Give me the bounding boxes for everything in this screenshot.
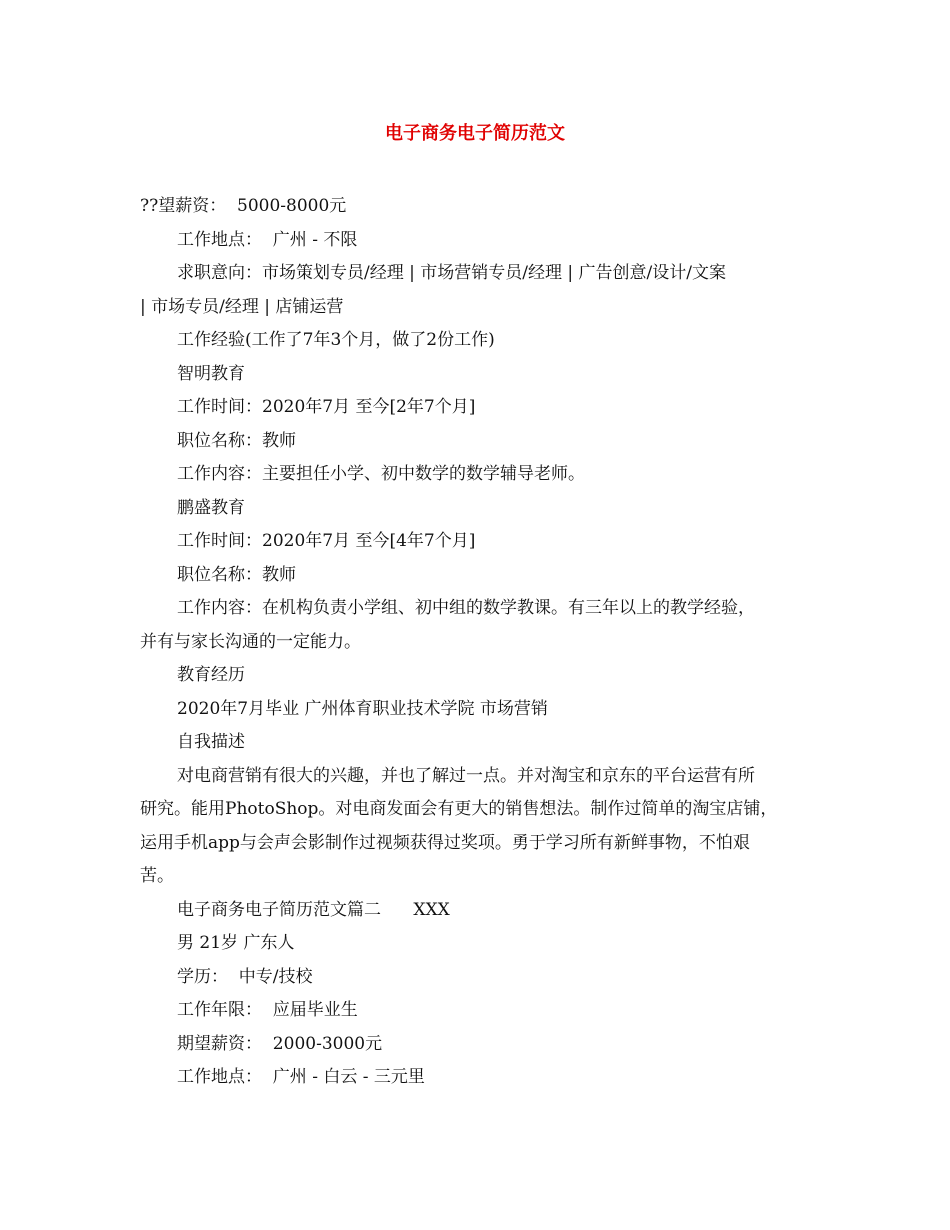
document-title: 电子商务电子简历范文: [385, 123, 565, 144]
text-line: 工作内容：主要担任小学、初中数学的数学辅导老师。: [177, 464, 585, 484]
text-line: | 市场专员/经理 | 店铺运营: [140, 296, 344, 317]
text-line: 苦。: [140, 866, 174, 886]
text-line: 职位名称：教师: [177, 430, 296, 451]
text-line: 并有与家长沟通的一定能力。: [140, 631, 361, 652]
text-line: 运用手机app与会声会影制作过视频获得过奖项。勇于学习所有新鲜事物，不怕艰: [140, 832, 750, 853]
text-line: 工作内容：在机构负责小学组、初中组的数学教课。有三年以上的教学经验，: [177, 598, 755, 618]
text-line: 电子商务电子简历范文篇二 XXX: [177, 899, 450, 920]
text-line: 自我描述: [177, 732, 245, 752]
text-line: 工作经验(工作了7年3个月，做了2份工作): [177, 330, 495, 350]
text-line: 工作时间：2020年7月 至今[2年7个月]: [177, 397, 476, 417]
text-line: 工作地点： 广州 - 白云 - 三元里: [177, 1067, 425, 1087]
text-line: 工作地点： 广州 - 不限: [177, 229, 358, 250]
text-line: 男 21岁 广东人: [177, 933, 295, 953]
text-line: 教育经历: [177, 665, 245, 685]
text-line: 2020年7月毕业 广州体育职业技术学院 市场营销: [177, 698, 548, 719]
document-body: [140, 190, 820, 1095]
text-line: 鹏盛教育: [177, 497, 245, 518]
text-line: 智明教育: [177, 363, 245, 384]
text-line: 期望薪资： 2000-3000元: [177, 1033, 383, 1054]
text-line: 工作时间：2020年7月 至今[4年7个月]: [177, 531, 476, 551]
text-line: 求职意向：市场策划专员/经理 | 市场营销专员/经理 | 广告创意/设计/文案: [177, 263, 726, 283]
text-line: 职位名称：教师: [177, 564, 296, 585]
text-line: 对电商营销有很大的兴趣，并也了解过一点。并对淘宝和京东的平台运营有所: [177, 765, 755, 786]
text-line: 工作年限： 应届毕业生: [177, 1000, 358, 1020]
text-line: ??望薪资： 5000-8000元: [140, 196, 347, 216]
text-line: 研究。能用PhotoShop。对电商发面会有更大的销售想法。制作过简单的淘宝店铺，: [140, 799, 778, 819]
text-line: 学历： 中专/技校: [177, 966, 313, 987]
